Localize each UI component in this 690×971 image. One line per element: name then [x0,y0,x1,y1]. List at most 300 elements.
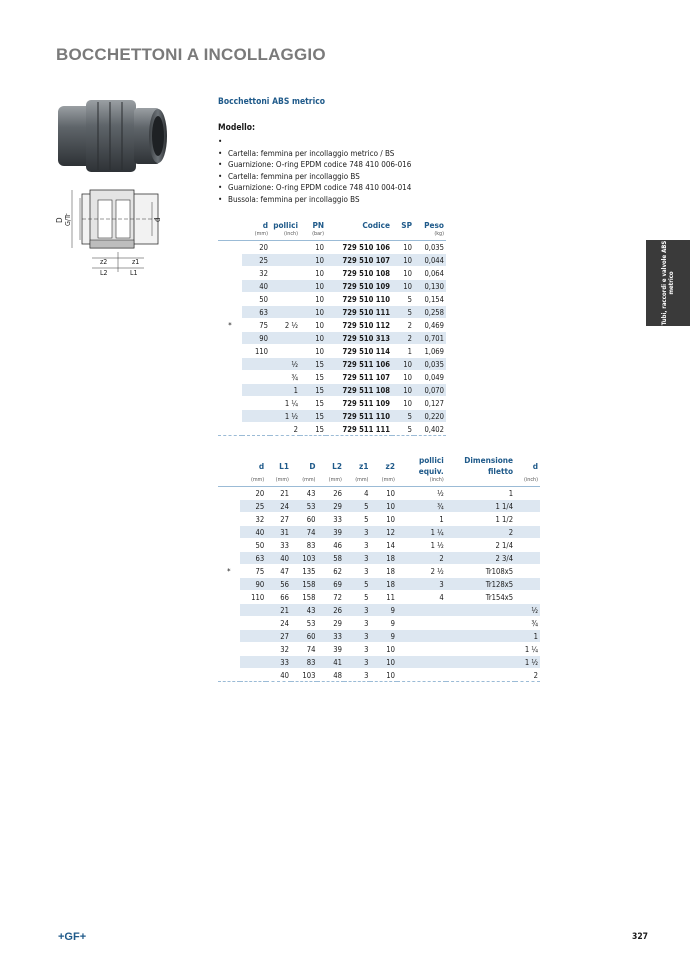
table-cell: 103 [291,669,318,682]
table-cell: 15 [300,423,326,436]
table-cell [242,423,270,436]
table-cell: 31 [266,526,291,539]
table-cell: 21 [266,487,291,500]
table-cell [515,565,540,578]
table-cell: 2 [270,423,300,436]
table-cell: 72 [317,591,344,604]
table-cell: 729 510 107 [326,254,392,267]
table-cell: 1,069 [414,345,446,358]
table-cell [270,254,300,267]
product-subtitle: Bocchettoni ABS metrico [218,97,325,107]
table-cell: 4 [397,591,446,604]
table-cell: 10 [370,669,397,682]
table-row [218,293,446,306]
table-cell: ¾ [270,371,300,384]
table-cell [218,371,242,384]
table-cell [242,358,270,371]
page-number: 327 [632,932,648,942]
table-cell: 158 [291,591,318,604]
table-cell: 2 [392,332,414,345]
table-cell: 729 511 111 [326,423,392,436]
table-cell: 1 [515,630,540,643]
table-cell: 729 511 108 [326,384,392,397]
table-cell [515,591,540,604]
table-cell: 10 [300,280,326,293]
table-cell [218,643,240,656]
table-cell: 729 510 108 [326,267,392,280]
col-unit: (mm) [344,477,371,487]
model-bullets [218,136,411,205]
table-cell: 15 [300,384,326,397]
table-cell: 56 [266,578,291,591]
table-cell: 83 [291,656,318,669]
table-row [218,565,540,578]
table-cell: 47 [266,565,291,578]
table-cell: 1 [397,513,446,526]
table-row [218,423,446,436]
table-cell: 2 1/4 [446,539,515,552]
table-cell: 110 [242,345,270,358]
table-cell: 10 [300,332,326,345]
table-cell [218,604,240,617]
table-cell: 15 [300,397,326,410]
label-d: d [153,217,162,222]
table-row [218,604,540,617]
table-row [218,332,446,345]
table-cell: 5 [392,410,414,423]
table-cell: 0,070 [414,384,446,397]
col-unit: (mm) [240,477,267,487]
table-cell: 10 [300,293,326,306]
label-z2: z2 [100,258,108,266]
table-cell: 12 [370,526,397,539]
table-cell: 0,469 [414,319,446,332]
table-cell [218,293,242,306]
table-row [218,280,446,293]
table-cell: 9 [370,617,397,630]
table-cell: 75 [240,565,267,578]
table-cell [242,371,270,384]
table-cell: 66 [266,591,291,604]
table-cell: 3 [344,552,371,565]
table-cell: 729 511 109 [326,397,392,410]
table-cell: 39 [317,526,344,539]
table-cell: 3 [344,604,371,617]
table-cell: 0,127 [414,397,446,410]
gf-logo: +GF+ [58,931,87,943]
table-cell: 29 [317,500,344,513]
table-cell [446,617,515,630]
table-cell [242,384,270,397]
table-cell: ½ [515,604,540,617]
table-row [218,578,540,591]
col-header: d [258,461,265,471]
table-cell: 46 [317,539,344,552]
table-cell: 10 [392,384,414,397]
table-cell [218,513,240,526]
bullet-item: • Guarnizione: O-ring EPDM codice 748 410 006-016 [218,159,411,171]
table-cell [218,423,242,436]
table-cell: 729 510 313 [326,332,392,345]
table-cell [218,526,240,539]
table-cell: 24 [266,617,291,630]
table-cell: 4 [344,487,371,500]
table-cell: 729 510 112 [326,319,392,332]
col-header: Codice [362,219,390,230]
table-cell: 69 [317,578,344,591]
col-unit: (mm) [370,477,397,487]
table-cell [218,578,240,591]
table-cell [240,656,267,669]
table-cell: 39 [317,643,344,656]
table-cell: 40 [240,526,267,539]
table-cell: 3 [397,578,446,591]
table-row [218,630,540,643]
table-cell: 10 [370,513,397,526]
col-header: d [262,219,268,230]
table-cell [397,643,446,656]
table-cell [218,345,242,358]
col-header: D [309,461,316,471]
table-cell: 90 [242,332,270,345]
table-cell [218,539,240,552]
table-cell: 0,220 [414,410,446,423]
table-cell [218,254,242,267]
table-cell [446,630,515,643]
table-cell: 5 [344,578,371,591]
col-unit [218,477,240,487]
table-cell: 110 [240,591,267,604]
table-row [218,669,540,682]
table-cell: 25 [240,500,267,513]
table-cell [446,656,515,669]
table-row [218,526,540,539]
table-cell: Tr128x5 [446,578,515,591]
table-cell: 3 [344,630,371,643]
col-header: L2 [332,461,342,471]
table-cell [515,513,540,526]
table-cell: ½ [270,358,300,371]
table-cell: Tr108x5 [446,565,515,578]
col-unit: (inch) [515,477,540,487]
table-cell: 0,035 [414,241,446,254]
table-cell [515,552,540,565]
label-z1: z1 [132,258,140,266]
table-row [218,371,446,384]
table-cell [218,280,242,293]
table-cell: 0,258 [414,306,446,319]
table-cell: 10 [300,319,326,332]
table-cell: 0,154 [414,293,446,306]
table-cell: 729 510 110 [326,293,392,306]
table-cell: 729 511 107 [326,371,392,384]
table-cell: 40 [266,669,291,682]
table-cell: 60 [291,513,318,526]
table-cell: 18 [370,578,397,591]
table-row [218,500,540,513]
table-cell: 53 [291,500,318,513]
bullet-item: • Cartella: femmina per incollaggio BS [218,171,411,183]
table-cell: 3 [344,565,371,578]
model-label: Modello: [218,123,256,133]
table-cell: 3 [344,617,371,630]
table-cell [218,306,242,319]
col-header: PN [312,219,324,230]
table-cell: 11 [370,591,397,604]
table-cell: 729 511 110 [326,410,392,423]
table-cell: 10 [392,397,414,410]
col-unit [218,231,242,241]
table-cell: 18 [370,552,397,565]
col-header: Peso [424,219,444,230]
technical-drawing [52,188,172,280]
table-cell: 26 [317,487,344,500]
table-row [218,539,540,552]
col-header [218,455,240,477]
table-cell [270,332,300,345]
table-cell: 3 [344,526,371,539]
table-row [218,513,540,526]
table-cell: 32 [266,643,291,656]
table-cell [515,539,540,552]
table-cell [218,487,240,500]
table-cell: 25 [242,254,270,267]
table-cell: 0,035 [414,358,446,371]
table-row [218,617,540,630]
table-cell: * [218,319,242,332]
table-row [218,358,446,371]
table-cell: 10 [300,267,326,280]
table-cell: 50 [240,539,267,552]
table-cell [270,280,300,293]
table-cell [270,267,300,280]
table-cell: 2 ½ [397,565,446,578]
table-cell [397,630,446,643]
table-row [218,643,540,656]
table-cell [446,604,515,617]
table-cell: 2 [392,319,414,332]
table-cell: 2 [446,526,515,539]
table-cell [218,397,242,410]
table-cell: 3 [344,539,371,552]
table-row [218,410,446,423]
table-cell [515,526,540,539]
table-row [218,656,540,669]
table-cell: ¾ [397,500,446,513]
section-tab-label: Tubi, raccordi e valvole ABS metrico [661,240,675,326]
table-cell: 729 510 106 [326,241,392,254]
label-GTr: G/Tr [64,213,72,226]
dimensions-table [218,455,540,682]
table-cell: 158 [291,578,318,591]
table-cell: 729 510 111 [326,306,392,319]
table-cell: 2 [515,669,540,682]
table-cell: 9 [370,604,397,617]
table-cell [218,241,242,254]
table-cell: ¾ [515,617,540,630]
table-cell: 10 [392,254,414,267]
table-cell [218,656,240,669]
table-cell: 729 510 114 [326,345,392,358]
col-unit [326,231,392,241]
col-unit: (inch) [397,477,446,487]
table-cell: 18 [370,565,397,578]
table-cell [240,669,267,682]
col-unit: (bar) [300,231,326,241]
table-cell: 103 [291,552,318,565]
table-cell [270,293,300,306]
col-header: pollici equiv. [418,455,444,476]
table-cell: 10 [300,254,326,267]
col-unit: (kg) [414,231,446,241]
codes-table [218,218,446,436]
table-cell [270,306,300,319]
table-cell: 10 [392,241,414,254]
table-cell: 1 ½ [270,410,300,423]
bullet-item: • Cartella: femmina per incollaggio metrico / BS [218,148,411,160]
table-cell: 10 [300,345,326,358]
table-cell: 0,044 [414,254,446,267]
table-cell: 2 [397,552,446,565]
table-row [218,591,540,604]
table-cell [218,332,242,345]
col-unit: (mm) [266,477,291,487]
table-cell: 43 [291,604,318,617]
table-row [218,397,446,410]
table-cell: 1 [270,384,300,397]
table-cell [515,500,540,513]
table-row [218,267,446,280]
table-cell [515,487,540,500]
table-cell: Tr154x5 [446,591,515,604]
table-cell: 26 [317,604,344,617]
table-cell [218,410,242,423]
table-cell: 48 [317,669,344,682]
table-row [218,306,446,319]
table-cell: 50 [242,293,270,306]
col-header: z1 [359,461,369,471]
table-cell: 1 ½ [397,539,446,552]
table-cell: 1 1/4 [446,500,515,513]
table-cell [218,500,240,513]
product-photo [54,96,174,176]
table-cell: 5 [344,500,371,513]
col-unit: (mm) [291,477,318,487]
table-cell: 135 [291,565,318,578]
table-cell: 5 [392,423,414,436]
table-cell: 21 [266,604,291,617]
table-cell [270,345,300,358]
table-cell: 10 [300,306,326,319]
table-cell: 5 [392,293,414,306]
table-cell: 5 [344,513,371,526]
section-tab [646,240,690,326]
table-cell: 1 [446,487,515,500]
table-cell: 41 [317,656,344,669]
table-cell [240,643,267,656]
table-cell: 5 [344,591,371,604]
table-cell: 20 [242,241,270,254]
table-cell: 33 [317,630,344,643]
table-cell: 10 [392,358,414,371]
table-cell: 83 [291,539,318,552]
table-cell: 24 [266,500,291,513]
table-cell [218,358,242,371]
table-cell: 1 ¼ [270,397,300,410]
table-cell [515,578,540,591]
table-cell: 74 [291,526,318,539]
table-cell: 40 [266,552,291,565]
table-cell: 58 [317,552,344,565]
table-cell [218,591,240,604]
table-cell: 729 510 109 [326,280,392,293]
table-cell: 1 [392,345,414,358]
table-cell: 10 [300,241,326,254]
col-unit: (mm) [317,477,344,487]
table-cell [397,669,446,682]
table-row [218,552,540,565]
table-cell: 2 ½ [270,319,300,332]
table-row [218,241,446,254]
table-cell: 2 3/4 [446,552,515,565]
table-cell: 0,402 [414,423,446,436]
table-cell [446,643,515,656]
col-unit [446,477,515,487]
table-cell: 1 ¼ [397,526,446,539]
table-cell: 729 511 106 [326,358,392,371]
table-cell: 33 [266,656,291,669]
table-cell: 32 [240,513,267,526]
col-header: pollici [273,219,298,230]
col-header: SP [401,219,412,230]
table-cell [240,604,267,617]
table-cell: 29 [317,617,344,630]
table-cell: 0,701 [414,332,446,345]
table-cell [397,604,446,617]
label-D: D [55,217,64,223]
table-cell: 10 [370,500,397,513]
table-cell [240,630,267,643]
table-cell: 15 [300,371,326,384]
table-cell [446,669,515,682]
table-cell [218,384,242,397]
table-row [218,254,446,267]
page-title: BOCCHETTONI A INCOLLAGGIO [56,45,326,64]
label-L2: L2 [100,269,108,277]
table-cell: 27 [266,513,291,526]
table-cell: 60 [291,630,318,643]
table-cell: 10 [392,280,414,293]
table-cell: 14 [370,539,397,552]
table-cell: 33 [317,513,344,526]
col-unit: (mm) [242,231,270,241]
table-cell: 75 [242,319,270,332]
table-cell [242,410,270,423]
table-cell: 32 [242,267,270,280]
col-unit: (inch) [270,231,300,241]
bullet-item: • Bussola: femmina per incollaggio BS [218,194,411,206]
col-header [218,218,242,231]
table-cell: 1 ½ [515,656,540,669]
table-cell: 1 1/2 [446,513,515,526]
table-cell: 27 [266,630,291,643]
col-header: Dimensione filetto [464,455,514,476]
col-unit [392,231,414,241]
table-cell: 15 [300,358,326,371]
table-cell: 53 [291,617,318,630]
table-cell: 63 [242,306,270,319]
table-cell: 10 [370,643,397,656]
